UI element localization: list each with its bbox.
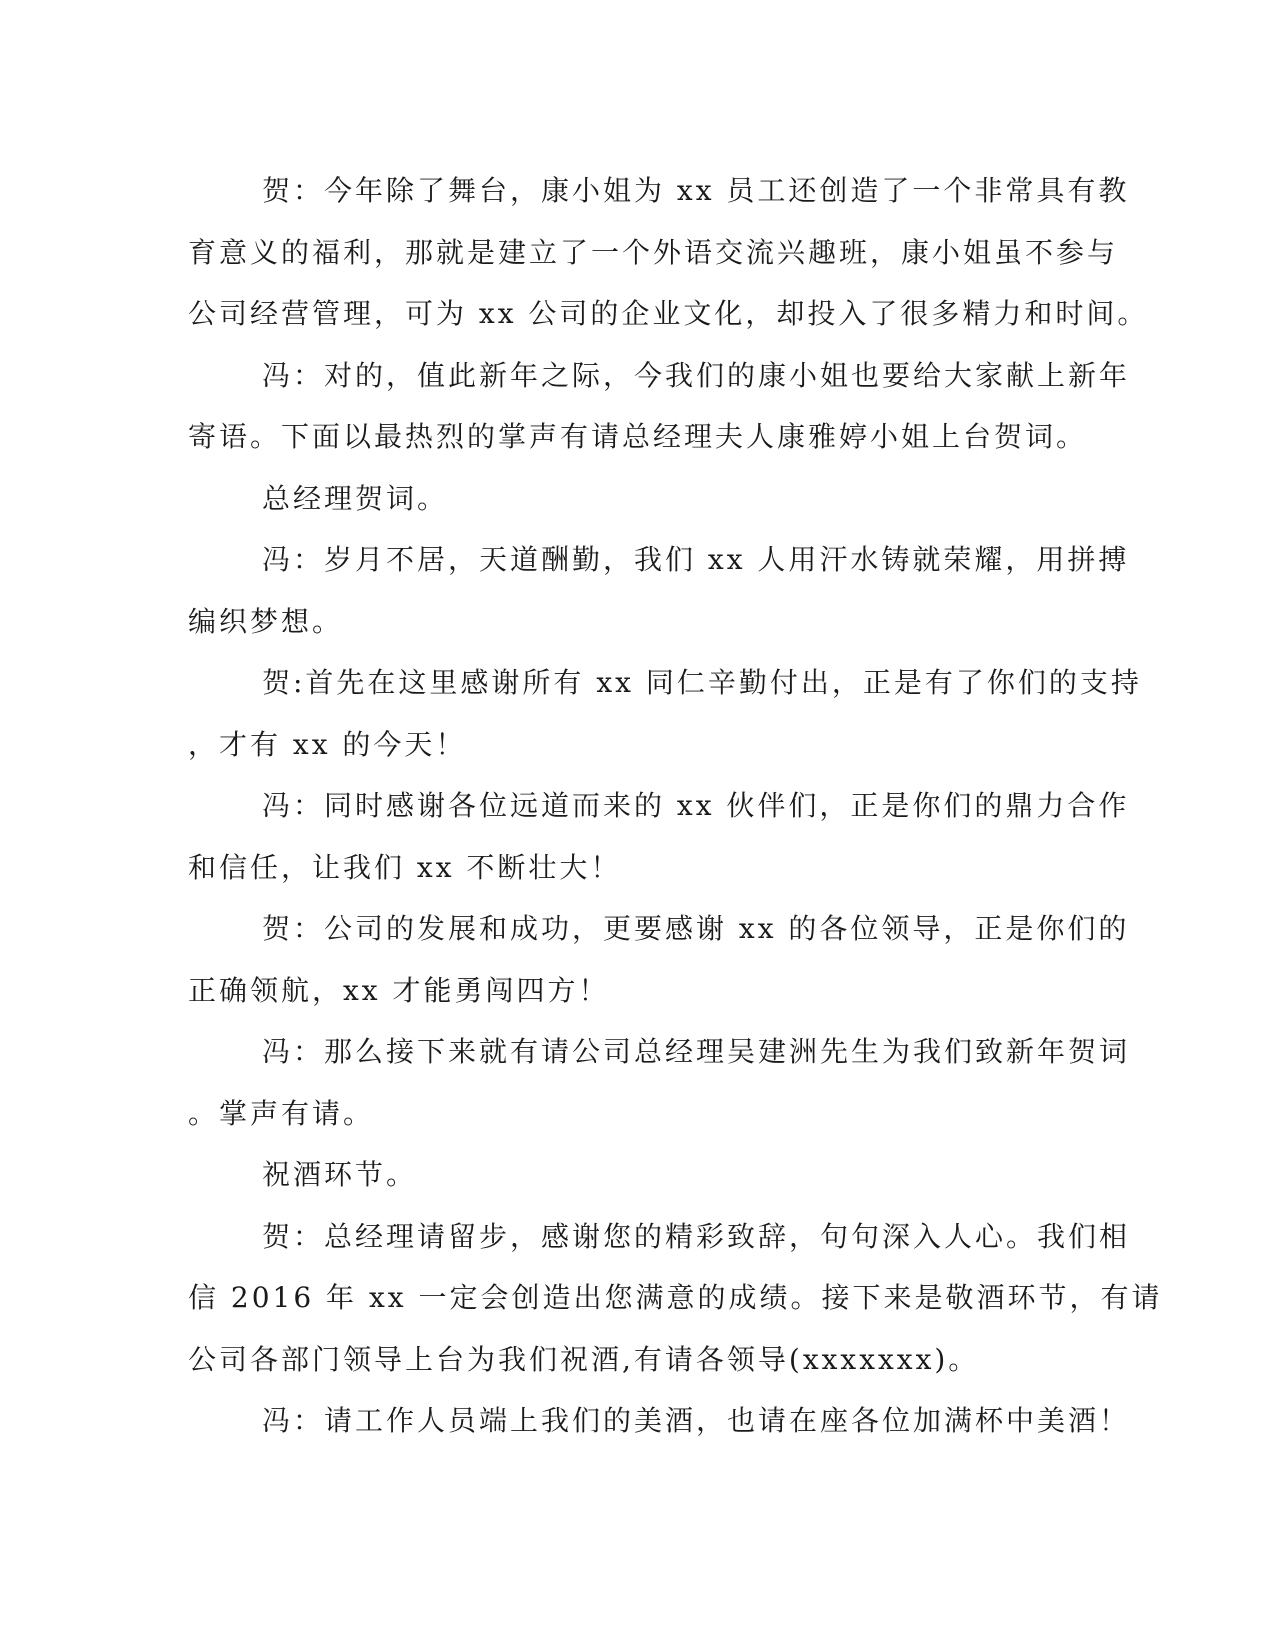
text-line: 和信任，让我们 xx 不断壮大！ <box>188 850 622 884</box>
text-line: 总经理贺词。 <box>262 481 449 515</box>
text-line: 冯：对的，值此新年之际，今我们的康小姐也要给大家献上新年 <box>262 358 1131 392</box>
text-line: 冯：同时感谢各位远道而来的 xx 伙伴们，正是你们的鼎力合作 <box>262 789 1130 822</box>
text-line: 寄语。下面以最热烈的掌声有请总经理夫人康雅婷小姐上台贺词。 <box>188 420 1088 453</box>
text-line: 贺：总经理请留步，感谢您的精彩致辞，句句深入人心。我们相 <box>262 1219 1131 1253</box>
text-line: 冯：请工作人员端上我们的美酒，也请在座各位加满杯中美酒！ <box>262 1404 1131 1437</box>
text-line: 。掌声有请。 <box>188 1096 375 1130</box>
text-line: 正确领航，xx 才能勇闯四方！ <box>188 973 610 1007</box>
text-line: 育意义的福利，那就是建立了一个外语交流兴趣班，康小姐虽不参与 <box>188 235 1119 269</box>
text-line: 祝酒环节。 <box>262 1158 418 1191</box>
document-body <box>188 160 1163 1452</box>
text-line: 冯：那么接下来就有请公司总经理吴建洲先生为我们致新年贺词 <box>262 1035 1131 1068</box>
text-line: 贺:首先在这里感谢所有 xx 同仁辛勤付出，正是有了你们的支持 <box>262 666 1142 699</box>
text-line: ，才有 xx 的今天！ <box>188 727 467 761</box>
text-line: 贺：今年除了舞台，康小姐为 xx 员工还创造了一个非常具有教 <box>262 174 1130 207</box>
text-line: 编织梦想。 <box>188 604 344 638</box>
text-line: 贺：公司的发展和成功，更要感谢 xx 的各位领导，正是你们的 <box>262 912 1130 945</box>
text-line: 公司各部门领导上台为我们祝酒,有请各领导(xxxxxxx)。 <box>188 1342 980 1376</box>
text-line: 冯：岁月不居，天道酬勤，我们 xx 人用汗水铸就荣耀，用拼搏 <box>262 543 1130 576</box>
text-line: 信 2016 年 xx 一定会创造出您满意的成绩。接下来是敬酒环节，有请 <box>188 1281 1163 1314</box>
text-line: 公司经营管理，可为 xx 公司的企业文化，却投入了很多精力和时间。 <box>188 297 1149 330</box>
